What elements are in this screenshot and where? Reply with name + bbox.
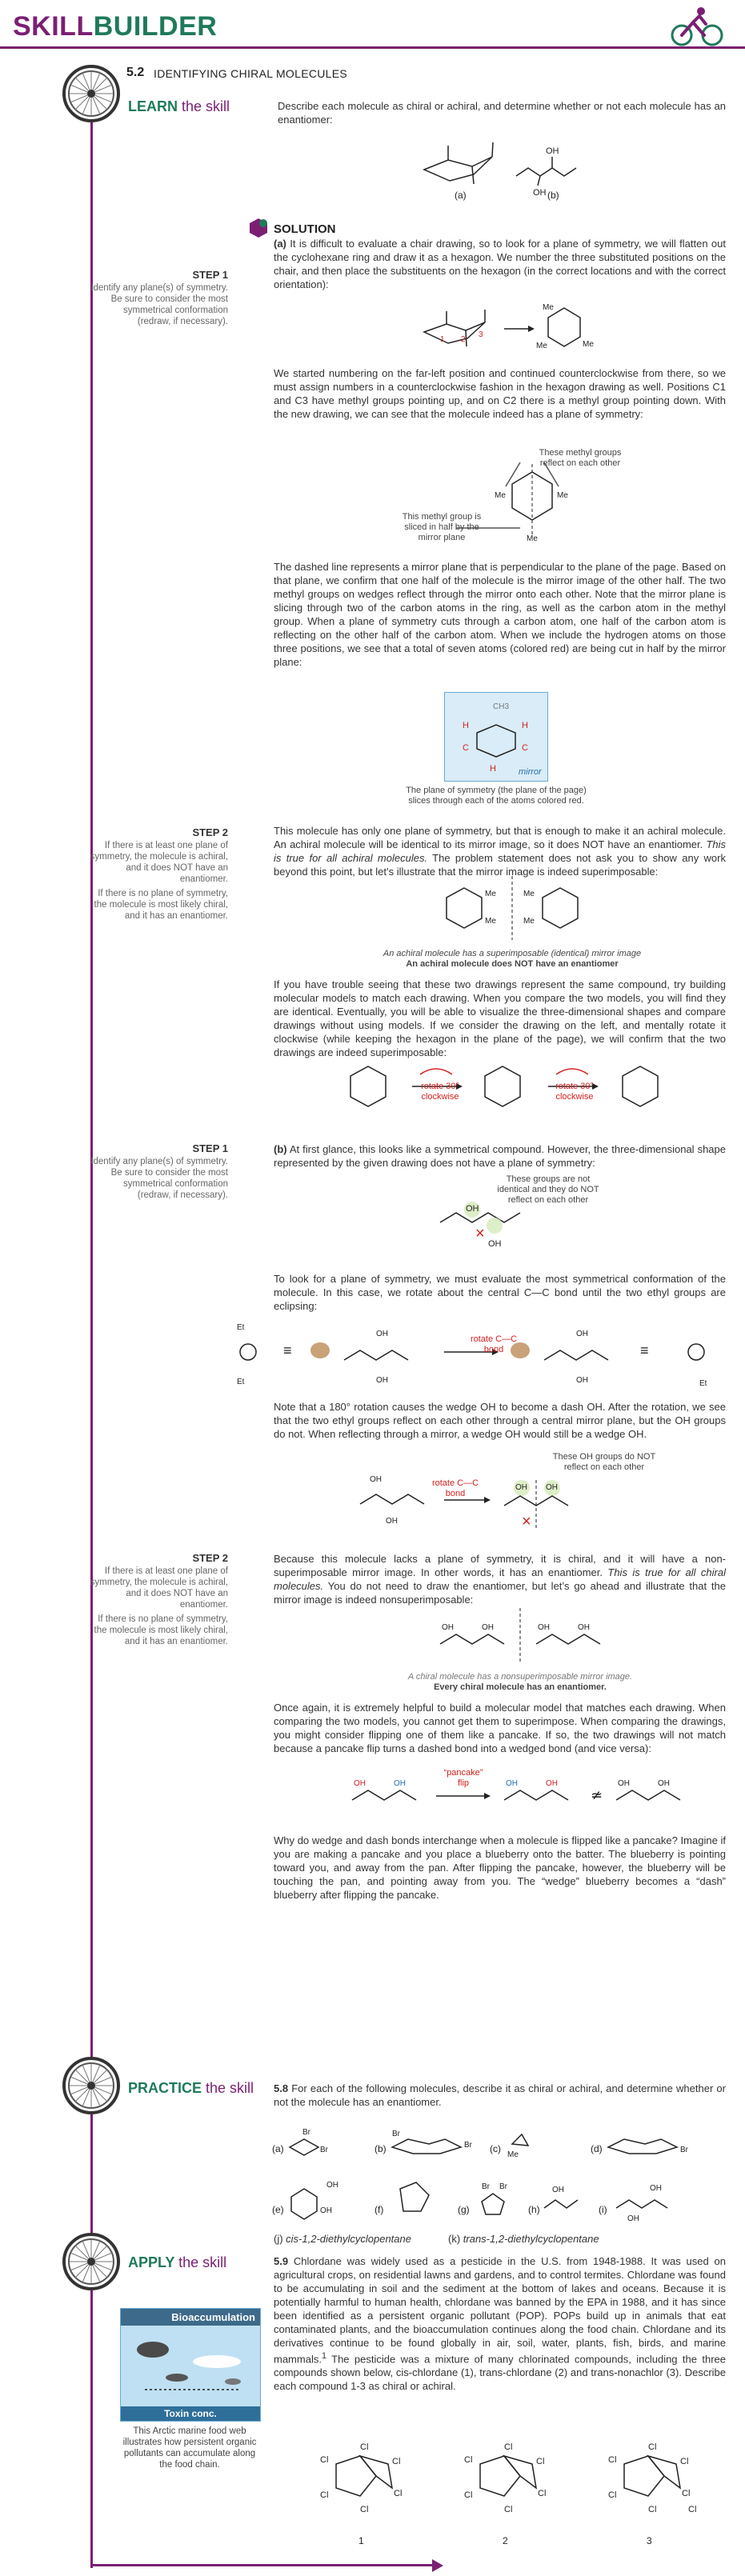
svg-text:Cl: Cl [682,2489,691,2498]
svg-text:Cl: Cl [504,2442,513,2452]
oh-label: OH [546,146,559,156]
svg-text:Me: Me [557,491,568,500]
mol-b-label: (b) [547,190,559,201]
svg-text:Cl: Cl [538,2489,547,2498]
svg-text:CH3: CH3 [493,702,510,711]
chlordane-structures [288,2432,720,2552]
wheel-icon [62,64,121,123]
step1-heading: STEP 1 [192,269,228,281]
achiral-caption-2: An achiral molecule does NOT have an enantiomer [406,959,619,969]
rotate-30-label: rotate 30° clockwise [421,1082,459,1102]
svg-text:Me: Me [495,491,506,500]
svg-text:C: C [522,743,528,753]
svg-text:(g): (g) [458,2204,470,2215]
svg-text:OH: OH [618,1779,630,1788]
svg-text:×: × [522,1513,531,1530]
svg-text:Cl: Cl [608,2490,617,2500]
rotate-30-label: rotate 30° clockwise [555,1082,594,1102]
svg-text:Cl: Cl [680,2457,689,2466]
wheel-icon [62,2232,121,2291]
svg-text:Cl: Cl [688,2505,697,2514]
rotate-cc-label: rotate C—C bond [470,1334,518,1354]
compound-3-label: 3 [647,2535,652,2546]
svg-text:OH: OH [538,1623,550,1632]
mol-a-label: (a) [455,190,467,201]
svg-text:≄: ≄ [591,1787,603,1803]
svg-text:OH: OH [546,1483,558,1492]
svg-text:1: 1 [440,335,445,344]
svg-text:Cl: Cl [320,2455,329,2465]
svg-text:Cl: Cl [504,2505,513,2514]
svg-text:(a): (a) [272,2143,284,2154]
svg-text:Br: Br [499,2182,507,2191]
footer-rule [90,2564,435,2566]
header-rule [0,46,745,49]
svg-text:OH: OH [326,2181,338,2190]
step1b-heading: STEP 1 [192,1142,228,1154]
compound-1-label: 1 [358,2535,364,2546]
practice-label: PRACTICE the skill [128,2080,254,2096]
solution-p7: To look for a plane of symmetry, we must evaluate the most symmetrical conformation of the molecule. In this case, we rotate about the central C—C bond until the two ethyl groups are eclipsing: [274,1273,726,1312]
solution-heading: SOLUTION [274,222,336,236]
svg-text:OH: OH [552,2186,564,2194]
svg-text:Me: Me [507,2150,519,2159]
step2-desc1: If there is at least one plane of symmetry, the molecule is achiral, and it does NOT have an enantiomer. [90,841,228,884]
groups-note: These groups are not identical and they do NOT reflect on each other [497,1174,599,1205]
pancake-flip-figure [336,1760,704,1824]
step2-heading: STEP 2 [192,826,228,838]
svg-text:(i): (i) [599,2204,607,2215]
svg-text:OH: OH [506,1779,518,1788]
brand-skill: SKILL [13,11,94,42]
solution-p6: (b) At first glance, this looks like a symmetrical compound. However, the three-dimensional shape represented by the given drawing does not have a plane of symmetry: [274,1143,726,1169]
svg-text:Br: Br [464,2141,472,2150]
svg-text:Me: Me [527,534,538,543]
bio-caption: This Arctic marine food web illustrates how persistent organic pollutants can accumulate along the food chain. [122,2426,257,2470]
svg-text:H: H [522,721,528,730]
brand-logo [13,11,217,42]
svg-text:(b): (b) [375,2143,387,2154]
svg-text:Cl: Cl [648,2442,657,2452]
svg-text:OH: OH [354,1779,366,1788]
mirror-plane-box [444,692,548,782]
progress-spine [90,90,93,2568]
svg-text:×: × [475,1225,485,1242]
practice-text: 5.8 For each of the following molecules, describe it as chiral or achiral, and determine whether or not the molecule has an enantiomer. [274,2082,726,2108]
apply-text: 5.9 Chlordane was widely used as a pesticide in the U.S. from 1948-1988. It was used on agricultural crops, on residential lawns and gardens, and to control termites. Chlordane was found to be accumulating in soil and the sediment at the bottom of lakes and oceans. Because it is potentially harmful to human health, chlordane was banned by the EPA in 1988, and it has since been identified as a persistent organic pollutant (POP). POPs build up in animals that eat contaminated plants, and the bioaccumulation continues along the food chain. Chlordane and its derivatives continue to be found globally in air, soil, water, plants, fish, birds, and marine mammals.$^1$ The pesticide was a mixture of many chlorinated compounds, including the three compounds shown below, cis-chlordane (1), trans-chlordane (2) and trans-nonachlor (3). Describe each compound 1-3 as chiral or achiral. [274,2255,726,2393]
step2b-desc1: If there is at least one plane of symmetry, the molecule is achiral, and it does NOT have an enantiomer. [90,1566,228,1610]
oh-note: These OH groups do NOT reflect on each other [552,1452,656,1472]
solution-p2: We started numbering on the far-left position and continued counterclockwise from there, so we must assign numbers in a counterclockwise fashion in the hexagon drawing as well. Positions C1 and C3 have methyl groups pointing up, and on C2 there is a methyl group pointing down. With the new drawing, we can see that the molecule indeed has a plane of symmetry: [274,367,726,420]
solution-p11: Why do wedge and dash bonds interchange when a molecule is flipped like a pancake? Imagine if you are making a pancake and you place a blueberry onto the batter. The blueberry is pointing toward you, and away from the pan. After flipping the pancake, however, the blueberry will be touching the pan, and pointing away from you. The “wedge” blueberry becomes a “dash” blueberry after flipping the pancake. [274,1834,726,1901]
svg-text:Br: Br [320,2146,328,2154]
chiral-caption-1: A chiral molecule has a nonsuperimposable mirror image. [407,1672,633,1682]
svg-text:3: 3 [479,330,483,339]
svg-text:OH: OH [386,1517,398,1526]
toxin-label: Toxin conc. [121,2406,260,2421]
svg-text:Cl: Cl [320,2490,329,2500]
svg-text:(d): (d) [591,2143,603,2154]
pancake-label: “pancake” flip [443,1768,483,1788]
svg-text:OH: OH [320,2206,332,2215]
svg-text:OH: OH [376,1376,388,1385]
chiral-caption-2: Every chiral molecule has an enantiomer. [434,1682,607,1692]
plane-caption: The plane of symmetry (the plane of the page) slices through each of the atoms colored red. [406,786,587,806]
svg-text:Cl: Cl [536,2457,545,2466]
step2b-desc2: If there is no plane of symmetry, the molecule is most likely chiral, and it has an enantiomer. [94,1614,228,1646]
svg-text:Br: Br [680,2146,688,2154]
cyclist-icon [669,5,725,46]
svg-text:Me: Me [543,303,554,312]
chiral-mirror-figure [424,1604,616,1668]
step2-desc2: If there is no plane of symmetry, the molecule is most likely chiral, and it has an enantiomer. [94,889,228,921]
svg-text:Cl: Cl [648,2505,657,2514]
svg-text:Br: Br [302,2128,310,2137]
svg-text:Et: Et [237,1378,245,1386]
svg-text:Me: Me [583,340,594,349]
svg-text:OH: OH [482,1623,494,1632]
svg-text:C: C [463,743,469,753]
step1-desc: Identify any plane(s) of symmetry. Be sure to consider the most symmetrical conformation (redraw, if necessary). [90,283,228,326]
svg-text:Me: Me [523,890,535,898]
step2b-heading: STEP 2 [192,1552,228,1564]
svg-text:H: H [463,721,469,730]
svg-text:Br: Br [392,2130,400,2138]
apply-label: APPLY the skill [128,2254,227,2270]
methyls-note: These methyl groups reflect on each other [539,448,622,468]
solution-p9: Because this molecule lacks a plane of symmetry, it is chiral, and it will have a non-superimposable mirror image. In other words, it has an enantiomer. This is true for all chiral molecules. You do not need to draw the enantiomer, but let’s go ahead and illustrate that the mirror image is indeed nonsuperimposable: [274,1553,726,1606]
svg-text:Cl: Cl [464,2490,473,2500]
svg-text:OH: OH [658,1779,670,1788]
practice-item-j: (j) cis-1,2-diethylcyclopentane [274,2233,411,2245]
svg-text:Cl: Cl [392,2457,401,2466]
sliced-note: This methyl group is sliced in half by the mirror plane [402,512,482,542]
solution-p1: (a) It is difficult to evaluate a chair drawing, so to look for a plane of symmetry, we will flatten out the cyclohexane ring and draw it as a hexagon. We number the three substituted positions on the chair, and then place the substituents on the hexagon (in the correct locations and with the correct orientation): [274,238,726,290]
svg-text:OH: OH [515,1483,527,1492]
svg-text:2: 2 [461,335,466,344]
svg-text:OH: OH [627,2214,639,2223]
oh-label: OH [533,188,547,198]
svg-text:OH: OH [466,1204,479,1214]
solution-p4: This molecule has only one plane of symmetry, but that is enough to make it an achiral molecule. An achiral molecule will be identical to its mirror image, so it does NOT have an enantiomer. This is true for all achiral molecules. The problem statement does not ask you to show any work beyond this point, but let’s illustrate that the mirror image is indeed superimposable: [274,825,727,878]
mirror-label: mirror [519,767,542,777]
svg-text:Cl: Cl [464,2455,473,2465]
svg-text:≡: ≡ [283,1342,292,1358]
chair-to-hexagon [416,300,608,356]
practice-item-k: (k) trans-1,2-diethylcyclopentane [448,2233,599,2245]
learn-molecules [416,128,592,204]
compound-2-label: 2 [503,2535,508,2546]
svg-text:OH: OH [442,1623,454,1632]
svg-text:OH: OH [576,1330,588,1338]
svg-text:(h): (h) [528,2204,540,2215]
solution-p3: The dashed line represents a mirror plane that is perpendicular to the plane of the page. Based on that plane, we confirm that one half of the molecule is the mirror image of the other half. The two methyl groups on wedges reflect through the mirror onto each other. Note that the mirror plane is slicing through two of the carbon atoms in the ring, as well as the carbon atom in the methyl group. When a plane of symmetry cuts through a carbon atom, one half of the carbon atom is reflecting on the other half of the carbon atom. When we include the hydrogen atoms on those three positions, we see that a total of seven atoms (colored red) are being cut in half by the mirror plane: [274,561,726,668]
svg-text:OH: OH [488,1239,502,1249]
bioaccumulation-figure [120,2308,261,2422]
svg-text:OH: OH [376,1330,388,1338]
svg-text:Me: Me [485,890,496,898]
wheel-icon [62,2056,121,2115]
svg-text:H: H [490,764,496,774]
step1b-desc: Identify any plane(s) of symmetry. Be sure to consider the most symmetrical conformation (redraw, if necessary). [90,1157,228,1200]
svg-text:OH: OH [650,2184,662,2193]
achiral-caption-1: An achiral molecule has a superimposable (identical) mirror image [383,949,642,958]
svg-text:Br: Br [482,2182,490,2191]
svg-text:Me: Me [523,917,535,926]
svg-text:(f): (f) [375,2204,384,2215]
solution-p10: Once again, it is extremely helpful to build a molecular model that matches each drawing. When comparing the two models, you cannot get them to superimpose. When comparing the drawings, you might consider flipping one of them like a pancake. If so, the two drawings will not match because a pancake flip turns a dashed bond into a wedged bond (and vice versa): [274,1702,726,1754]
svg-text:(c): (c) [490,2143,501,2154]
svg-text:(e): (e) [272,2204,284,2215]
achiral-mirror-figure [424,872,600,944]
svg-text:OH: OH [370,1475,382,1484]
section-number: 5.2 [126,66,145,79]
svg-text:OH: OH [394,1779,406,1788]
svg-text:Me: Me [485,917,496,926]
svg-text:Et: Et [237,1323,245,1332]
rotate-cc-label: rotate C—C bond [431,1478,479,1498]
svg-text:Me: Me [536,342,547,350]
practice-molecules [272,2112,728,2224]
bio-title: Bioaccumulation [121,2309,260,2326]
svg-text:OH: OH [578,1623,590,1632]
rotation-figure [336,1052,704,1124]
svg-text:OH: OH [576,1376,588,1385]
svg-text:Et: Et [699,1379,707,1388]
brand-builder: BUILDER [93,11,218,42]
svg-text:Cl: Cl [360,2442,369,2452]
svg-text:Cl: Cl [394,2489,403,2498]
solution-p8: Note that a 180° rotation causes the wedge OH to become a dash OH. After the rotation, we see that the two ethyl groups reflect on each other through a central mirror plane, but the OH groups do not. When reflecting through a mirror, a wedge OH would still be a wedge OH. [274,1401,726,1440]
svg-text:OH: OH [546,1779,558,1788]
solution-icon [248,218,269,238]
arrow-right-icon [432,2559,443,2572]
learn-label: LEARN the skill [128,98,230,114]
svg-text:Cl: Cl [360,2505,369,2514]
solution-p5: If you have trouble seeing that these two drawings represent the same compound, try building molecular models to match each drawing. When you compare the two models, you will find they are identical. Eventually, you will be able to visualize the three-dimensional shapes and compare drawings without using models. If we consider the drawing on the left, and mentally rotate it clockwise (while keeping the hexagon in the plane of the page), we will confirm that the two drawings are indeed superimposable: [274,978,726,1058]
svg-text:≡: ≡ [640,1342,649,1358]
svg-text:Cl: Cl [608,2455,617,2465]
learn-prompt: Describe each molecule as chiral or achiral, and determine whether or not each molecule has an enantiomer: [278,100,726,126]
section-title: IDENTIFYING CHIRAL MOLECULES [154,67,348,80]
